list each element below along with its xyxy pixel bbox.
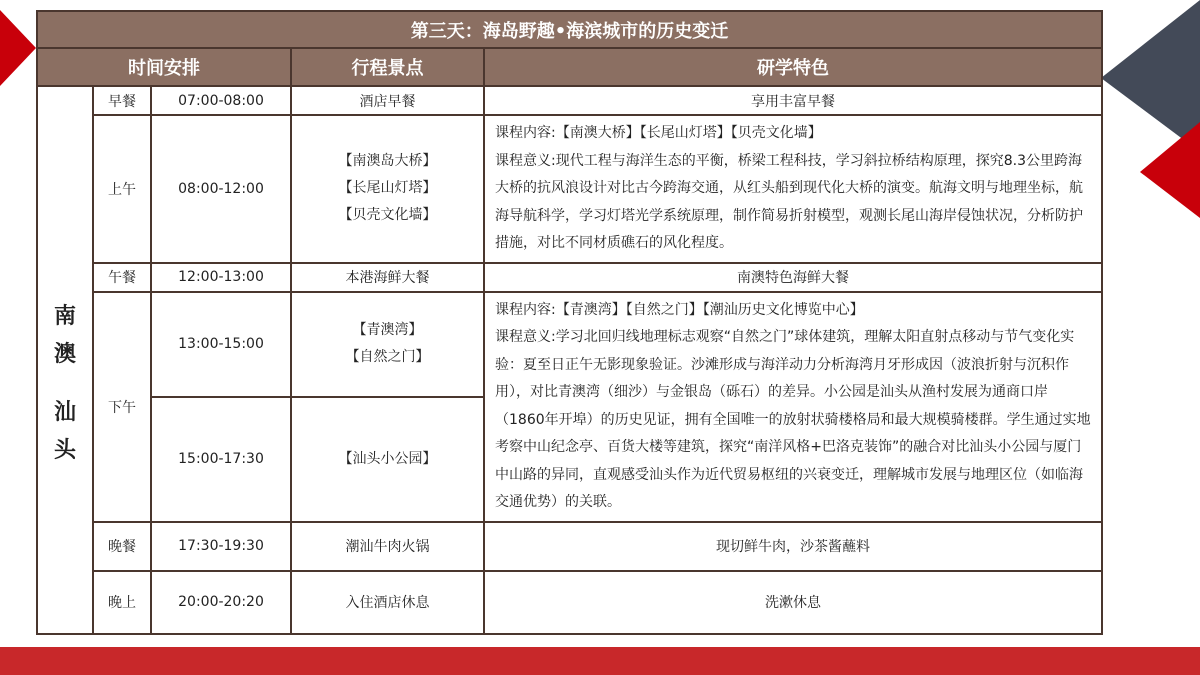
itinerary-table [36,10,1103,635]
period-label: 午餐 [93,263,151,292]
spot-list [291,292,484,398]
feature-text: 享用丰富早餐 [484,86,1102,115]
feature-text: 南澳特色海鲜大餐 [484,263,1102,292]
city-char: 头 [53,437,76,463]
period-label: 上午 [93,115,151,263]
spot-name: 【汕头小公园】 [338,450,437,467]
period-label: 晚餐 [93,522,151,571]
time-range: 17:30-19:30 [151,522,291,571]
table-row-breakfast [37,86,1102,115]
spot-name: 【自然之门】 [345,349,430,366]
course-content: 课程内容:【青澳湾】【自然之门】【潮汕历史文化博览中心】 [495,301,864,318]
period-label: 早餐 [93,86,151,115]
course-meaning: 课程意义:学习北回归线地理标志观察“自然之门”球体建筑，理解太阳直射点移动与节气变化实验：夏至日正午无影现象验证。沙滩形成与海洋动力分析海湾月牙形成因（波浪折射与沉积作用），对比青澳湾（细沙）与金银岛（砾石）的差异。小公园是汕头从渔村发展为通商口岸（1860年开埠）的历史见证，拥有全国唯一的放射状骑楼格局和最大规模骑楼群。学生通过实地考察中山纪念亭、百货大楼等建筑，探究“南洋风格+巴洛克装饰”的融合对比汕头小公园与厦门中山路的异同，直观感受汕头作为近代贸易枢纽的兴衰变迁，理解城市发展与地理区位（如临海交通优势）的关联。 [495,329,1091,510]
feature-description [484,115,1102,263]
left-red-triangle [0,10,36,86]
table-row-morning [37,115,1102,263]
period-label: 晚上 [93,571,151,634]
right-red-triangle [1140,122,1200,218]
spot-name: 【长尾山灯塔】 [338,180,437,197]
spot-list [291,397,484,521]
city-char: 汕 [53,399,76,425]
spot-name: 酒店早餐 [291,86,484,115]
spot-list [291,115,484,263]
footer-red-bar [0,647,1200,675]
feature-text: 现切鲜牛肉，沙茶酱蘸料 [484,522,1102,571]
table-row-lunch [37,263,1102,292]
spot-name: 潮汕牛肉火锅 [291,522,484,571]
header-time: 时间安排 [37,48,291,86]
table-row-dinner [37,522,1102,571]
city-char: 南 [53,303,76,329]
city-label [37,86,93,634]
spot-name: 【贝壳文化墙】 [338,207,437,224]
feature-description [484,292,1102,522]
time-range: 20:00-20:20 [151,571,291,634]
spot-name: 入住酒店休息 [291,571,484,634]
table-row-night [37,571,1102,634]
right-slate-triangle [1101,0,1200,152]
city-char: 澳 [53,341,76,367]
time-range: 07:00-08:00 [151,86,291,115]
time-range: 15:00-17:30 [151,397,291,521]
feature-text: 洗漱休息 [484,571,1102,634]
header-spot: 行程景点 [291,48,484,86]
time-range: 08:00-12:00 [151,115,291,263]
table-row-afternoon-1 [37,292,1102,398]
spot-name: 【南澳岛大桥】 [338,153,437,170]
course-meaning: 课程意义:现代工程与海洋生态的平衡，桥梁工程科技，学习斜拉桥结构原理，探究8.3公里跨海大桥的抗风浪设计对比古今跨海交通，从红头船到现代化大桥的演变。航海文明与地理坐标，航海导航科学，学习灯塔光学系统原理，制作简易折射模型，观测长尾山海岸侵蚀状况，分析防护措施，对比不同材质礁石的风化程度。 [495,152,1083,251]
spot-name: 【青澳湾】 [352,322,423,339]
header-feature: 研学特色 [484,48,1102,86]
table-title: 第三天：海岛野趣•海滨城市的历史变迁 [37,11,1102,48]
spot-name: 本港海鲜大餐 [291,263,484,292]
period-label: 下午 [93,292,151,522]
time-range: 13:00-15:00 [151,292,291,398]
course-content: 课程内容:【南澳大桥】【长尾山灯塔】【贝壳文化墙】 [495,125,822,141]
time-range: 12:00-13:00 [151,263,291,292]
